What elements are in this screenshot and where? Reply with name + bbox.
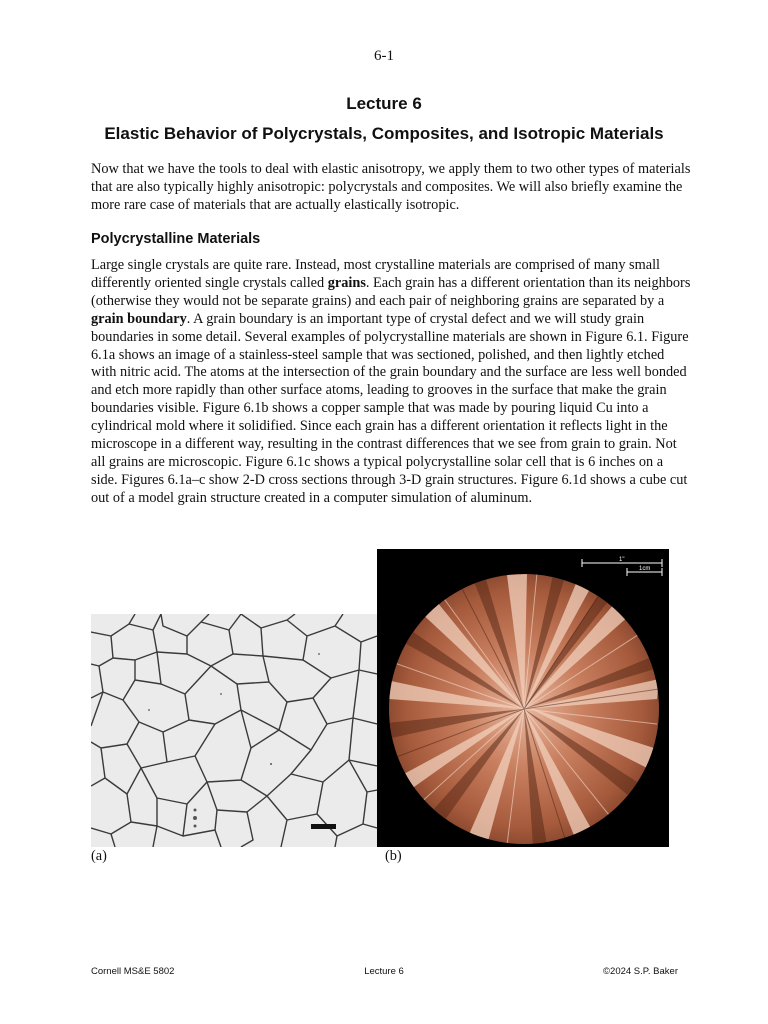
scale-label-cm: 1cm (639, 566, 651, 572)
paragraph-text-2: . Each grain has a different orientation than its neighbors (otherwise they would not be separate grains) and each pair of neighboring grains are separated by a (91, 274, 691, 309)
figure-b-copper-cross-section (377, 549, 669, 847)
term-grains: grains (327, 274, 366, 291)
figure-b-caption: (b) (385, 848, 402, 864)
document-title: Elastic Behavior of Polycrystals, Composites, and Isotropic Materials (104, 124, 664, 143)
footer-lecture: Lecture 6 (364, 966, 404, 977)
intro-paragraph: Now that we have the tools to deal with elastic anisotropy, we apply them to two other types of materials that are also typically highly anisotropic: polycrystals and composites. We will also briefly examine the more rare case of materials that are actually elastically isotropic. (91, 161, 691, 213)
page-number: 6-1 (374, 48, 394, 64)
figure-a-stainless-steel-micrograph (91, 614, 377, 847)
scale-label-inch: 1" (619, 557, 625, 563)
figure-a-caption: (a) (91, 848, 107, 864)
section-heading: Polycrystalline Materials (91, 231, 261, 247)
scale-bar (311, 824, 336, 829)
paragraph-text-3: . A grain boundary is an important type of crystal defect and we will study grain boundaries in some detail. Several examples of polycrystalline materials are shown in Figure 6.1. Figure 6.1a shows an image of a stainless-steel sample that was sectioned, polished, and then lightly etched with nitric acid. The atoms at the intersection of the grain boundary and the surface are less well bonded and etch more rapidly than other surface atoms, leading to grooves in the surface that make the grain boundaries visible. Figure 6.1b shows a copper sample that was made by pouring liquid Cu into a cylindrical mold where it solidified. Since each grain has a different orientation it reflects light in the microscope in a different way, resulting in the contrast differences that we see from grain to grain. Not all grains are microscopic. Figure 6.1c shows a typical polycrystalline solar cell that is 6 inches on a side. Figures 6.1a–c show 2-D cross sections through 3-D grain structures. Figure 6.1d shows a cube cut out of a model grain structure created in a computer simulation of aluminum. (91, 310, 689, 506)
paragraph-text-1: Large single crystals are quite rare. Instead, most crystalline materials are comprised of many small differently oriented single crystals called (91, 257, 661, 291)
term-grain-boundary: grain boundary (91, 310, 187, 327)
footer-course: Cornell MS&E 5802 (91, 966, 175, 977)
lecture-title: Lecture 6 (346, 94, 422, 113)
section-paragraph (91, 257, 691, 508)
footer-copyright: ©2024 S.P. Baker (603, 966, 678, 977)
